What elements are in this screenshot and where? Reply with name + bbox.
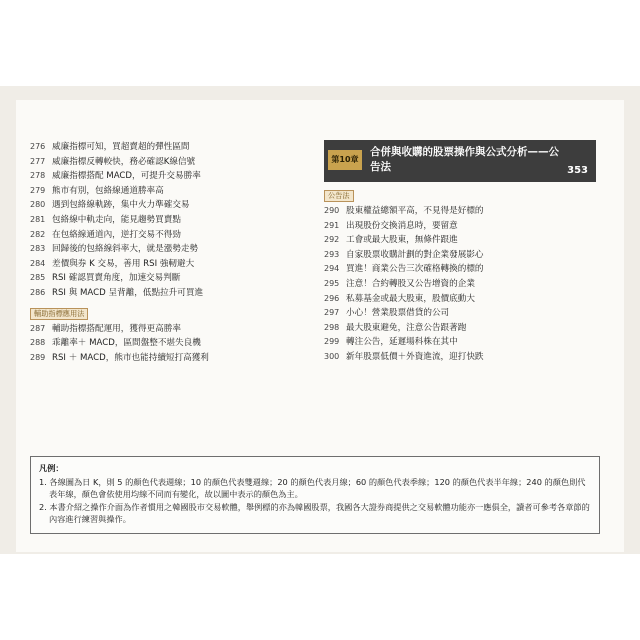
section-tag-announcement: 公告法 — [324, 190, 354, 202]
toc-entry-number: 294 — [324, 264, 340, 274]
toc-entry-number: 276 — [30, 142, 46, 151]
chapter-badge: 第10章 — [328, 150, 362, 170]
toc-entry-number: 300 — [324, 351, 340, 361]
toc-entry-title: 轉注公告，延遲場科株在其中 — [346, 337, 458, 348]
toc-entry-title: 私募基金或最大股東，股價底動大 — [346, 293, 475, 304]
toc-entry-number: 283 — [30, 244, 46, 254]
toc-entry-number: 281 — [30, 214, 46, 224]
toc-entry — [30, 351, 288, 366]
toc-entry-title: 股東權益總額平高，不見得是好標的 — [346, 206, 484, 216]
notes-item: 1. 各線圖為日 K，則 5 的顏色代表週線；10 的顏色代表雙週線；20 的顏色代表月線；60 的顏色代表季線；120 的顏色代表半年線；240 的顏色則代表年線，顏色會依使用均線不同而有變化，故以圖中表示的顏色為主。 — [39, 476, 586, 500]
toc-entry — [30, 286, 288, 301]
toc-entry-number: 287 — [30, 323, 46, 333]
toc-entry-title: 包絡線中軌走向，能見趨勢買賣點 — [52, 214, 181, 225]
toc-entry — [30, 169, 288, 184]
toc-entry — [324, 277, 596, 292]
toc-entry-number: 282 — [30, 229, 46, 239]
toc-list-b — [30, 322, 288, 366]
toc-entry — [324, 306, 596, 321]
toc-entry-title: 小心！營業股票借貸的公司 — [346, 308, 450, 319]
toc-entry-number: 297 — [324, 308, 340, 318]
toc-entry-number: 290 — [324, 206, 340, 215]
toc-entry — [324, 292, 596, 307]
toc-entry-number: 285 — [30, 273, 46, 283]
section-tag-auxiliary: 輔助指標應用法 — [30, 308, 88, 320]
toc-entry-title: 威廉指標反轉較快，務必確認K線信號 — [52, 156, 196, 167]
book-spread — [0, 86, 640, 554]
toc-entry — [324, 219, 596, 234]
chapter-page-number: 353 — [567, 165, 588, 176]
toc-entry-title: 買進！商業公告三次確格轉換的標的 — [346, 264, 484, 275]
toc-entry-number: 293 — [324, 249, 340, 259]
toc-entry-number: 295 — [324, 278, 340, 288]
toc-page — [16, 100, 624, 552]
chapter-header — [324, 140, 596, 182]
toc-entry-title: 差價與券 K 交易，善用 RSI 強軔避大 — [52, 258, 195, 269]
toc-entry — [30, 198, 288, 213]
toc-entry-number: 299 — [324, 337, 340, 347]
toc-entry — [324, 262, 596, 277]
toc-entry-title: 自家股票收購計劃的對企業發展影心 — [346, 249, 484, 260]
toc-entry-title: 威廉指標搭配 MACD，可提升交易勝率 — [52, 171, 201, 182]
chapter-title: 合併與收購的股票操作與公式分析——公告法 — [370, 146, 559, 173]
toc-entry — [30, 155, 288, 170]
toc-list-right — [324, 204, 596, 365]
toc-entry-title: 新年股票低價＋外資進流，迎打快跌 — [346, 351, 484, 362]
toc-entry-title: 輔助指標搭配運用，獲得更高勝率 — [52, 323, 181, 334]
toc-entry-title: 出現股份交換消息時，要留意 — [346, 220, 458, 231]
toc-entry-number: 279 — [30, 185, 46, 195]
toc-entry-number: 278 — [30, 171, 46, 181]
toc-entry — [324, 233, 596, 248]
legend-notes-box — [30, 456, 600, 534]
bottom-margin — [0, 554, 640, 640]
toc-entry-title: 遇到包絡線軌跡，集中火力準確交易 — [52, 200, 190, 211]
toc-entry-number: 298 — [324, 322, 340, 332]
toc-entry — [30, 228, 288, 243]
notes-heading: 凡例： — [39, 463, 64, 473]
toc-entry-title: RSI 確認買賣角度，加速交易判斷 — [52, 273, 181, 284]
toc-entry — [30, 257, 288, 272]
toc-entry — [324, 204, 596, 219]
toc-left-column — [30, 140, 288, 365]
toc-entry-number: 284 — [30, 258, 46, 268]
toc-entry — [324, 321, 596, 336]
toc-entry-title: 回歸後的包絡線斜率大，就是漲勢走勢 — [52, 244, 199, 255]
toc-right-column — [324, 140, 596, 365]
toc-entry — [30, 322, 288, 337]
toc-entry — [324, 248, 596, 263]
toc-entry-title: 乖離率＋ MACD，區間盤整不堪失良機 — [52, 338, 201, 349]
toc-entry-number: 292 — [324, 235, 340, 245]
toc-entry-number: 286 — [30, 287, 46, 297]
notes-item: 2. 本書介紹之操作介面為作者慣用之韓國股市交易軟體，舉例標的亦為韓國股票，我國各大證券商提供之交易軟體功能亦一應俱全，讀者可參考各章節的內容進行練習與操作。 — [39, 501, 590, 525]
top-margin — [0, 0, 640, 86]
toc-entry-title: 工會或最大股東，無條件跟進 — [346, 235, 458, 246]
toc-entry — [30, 242, 288, 257]
toc-entry-title: 威廉指標可知，買超賣超的彈性區間 — [52, 142, 190, 152]
toc-entry-title: 在包絡線通道內，逆打交易不得勁 — [52, 229, 181, 240]
toc-entry — [30, 213, 288, 228]
toc-entry-number: 277 — [30, 156, 46, 166]
toc-entry-title: 注意！合約轉股又公告增資的企業 — [346, 278, 475, 289]
toc-entry-number: 280 — [30, 200, 46, 210]
toc-entry-number: 289 — [30, 352, 46, 362]
toc-entry — [30, 271, 288, 286]
toc-entry-number: 288 — [30, 338, 46, 348]
toc-entry-title: RSI ＋ MACD，熊市也能持續短打高獲利 — [52, 352, 209, 363]
toc-entry — [324, 335, 596, 350]
toc-entry-title: 最大股東避免，注意公告跟著跑 — [346, 322, 467, 333]
toc-list-a — [30, 140, 288, 301]
toc-entry — [30, 140, 288, 155]
toc-entry — [324, 350, 596, 365]
toc-entry-number: 296 — [324, 293, 340, 303]
toc-entry-title: RSI 與 MACD 呈背離，低點拉升可買進 — [52, 287, 204, 298]
toc-entry-number: 291 — [324, 220, 340, 230]
toc-entry — [30, 336, 288, 351]
toc-entry-title: 熊市有別，包絡線通道勝率高 — [52, 185, 164, 196]
toc-entry — [30, 184, 288, 199]
